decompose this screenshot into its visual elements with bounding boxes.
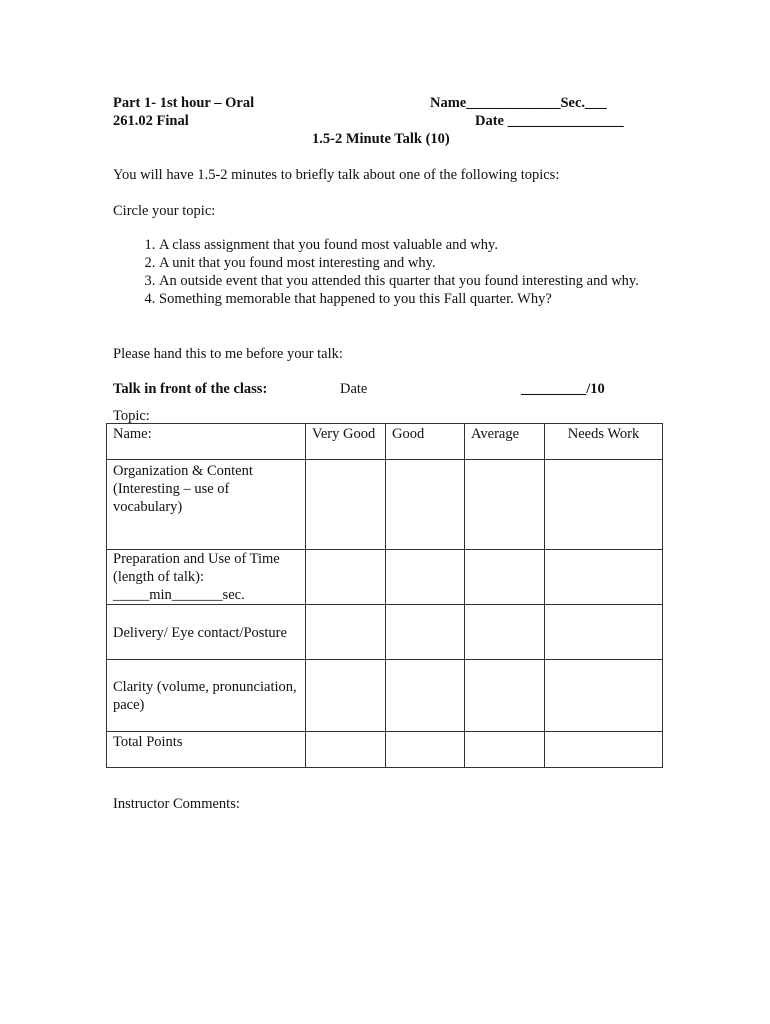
score-cell[interactable] [545,460,663,550]
score-cell[interactable] [386,550,465,605]
score-cell[interactable] [306,460,386,550]
header-name: Name: [107,424,306,460]
score-cell[interactable] [545,605,663,660]
score-cell[interactable] [545,732,663,768]
date-field: Date ________________ [475,113,624,129]
talk-date-label: Date [340,381,368,397]
header-needs-work: Needs Work [545,424,663,460]
header-average: Average [465,424,545,460]
header-very-good: Very Good [306,424,386,460]
table-row [107,660,663,732]
score-cell[interactable] [545,660,663,732]
score-cell[interactable] [465,732,545,768]
score-cell[interactable] [306,660,386,732]
criterion-preparation [107,550,306,605]
criterion-preparation-label: Preparation and Use of Time (length of talk): [113,551,280,585]
talk-label: Talk in front of the class: [113,381,268,397]
score-cell[interactable] [545,550,663,605]
table-header-row [107,424,663,460]
hand-in-text: Please hand this to me before your talk: [113,346,343,362]
topic-item: 3. An outside event that you attended this quarter that you found interesting and why. [159,272,679,290]
table-row [107,550,663,605]
header-good: Good [386,424,465,460]
criterion-organization: Organization & Content (Interesting – use of vocabulary) [107,460,306,550]
topic-list [130,236,679,308]
criterion-delivery: Delivery/ Eye contact/Posture [107,605,306,660]
score-cell[interactable] [465,660,545,732]
table-row [107,605,663,660]
score-cell[interactable] [465,605,545,660]
score-field: _________/10 [521,381,605,397]
score-cell[interactable] [386,732,465,768]
name-section-field: Name_____________Sec.___ [430,95,607,111]
topic-label: Topic: [113,408,150,424]
table-row [107,732,663,768]
course-label: 261.02 Final [113,113,189,129]
topic-item: 2. A unit that you found most interesting and why. [159,254,679,272]
score-cell[interactable] [386,660,465,732]
circle-prompt: Circle your topic: [113,203,216,219]
criterion-clarity: Clarity (volume, pronunciation, pace) [107,660,306,732]
topic-item: 1. A class assignment that you found most valuable and why. [159,236,679,254]
table-row [107,460,663,550]
score-cell[interactable] [306,605,386,660]
score-cell[interactable] [465,460,545,550]
topic-item: 4. Something memorable that happened to you this Fall quarter. Why? [159,290,679,308]
score-cell[interactable] [465,550,545,605]
intro-text: You will have 1.5-2 minutes to briefly talk about one of the following topics: [113,167,560,183]
score-cell[interactable] [306,732,386,768]
score-cell[interactable] [306,550,386,605]
comments-label: Instructor Comments: [113,796,240,812]
rubric-table [106,423,663,768]
criterion-total: Total Points [107,732,306,768]
score-cell[interactable] [386,460,465,550]
score-cell[interactable] [386,605,465,660]
time-blanks: _____min_______sec. [113,587,245,603]
part-label: Part 1- 1st hour – Oral [113,95,255,111]
page-title: 1.5-2 Minute Talk (10) [312,131,450,147]
